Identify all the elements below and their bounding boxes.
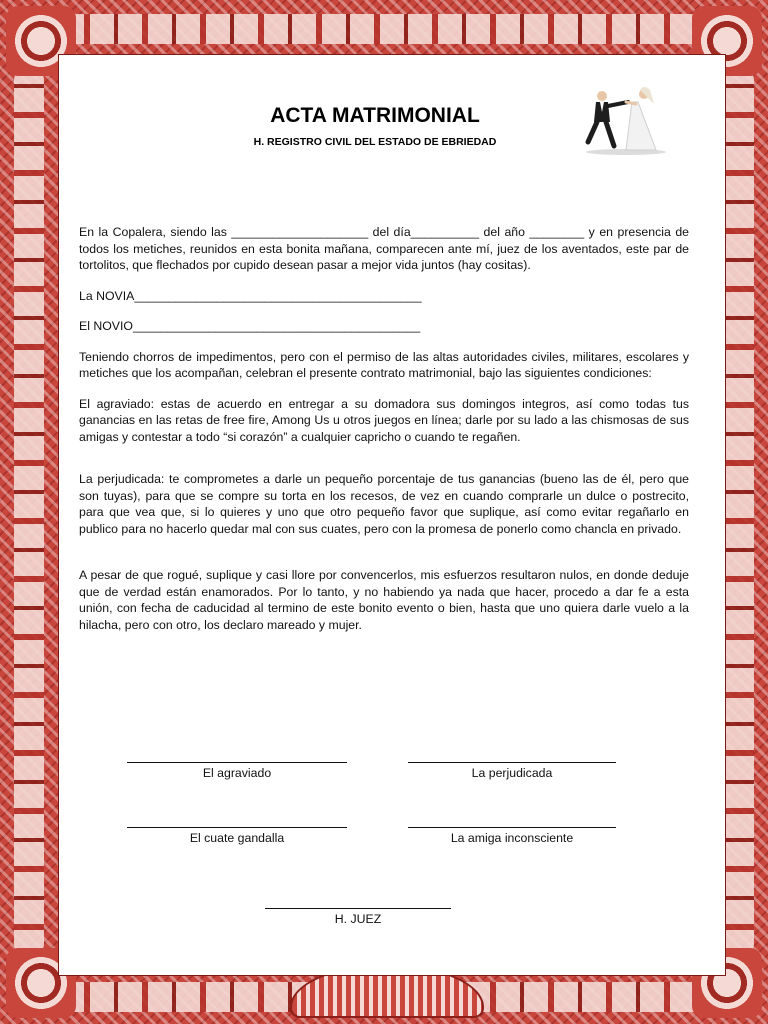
signature-agraviado: [127, 762, 347, 780]
signature-cuate: [127, 827, 347, 845]
closing-paragraph: A pesar de que rogué, suplique y casi llore por convencerlos, mis esfuerzos resultaron nulos, en donde deduje que de verdad están enamorados. Por lo tanto, y no habiendo ya nada que hacer, procedo a dar fe a esta unión, con fecha de caducidad al termino de este bonito evento o bien, hasta que uno quiera darle vuelo a la hilacha, pero con otro, los declaro mareado y mujer.: [79, 568, 689, 632]
document-title: ACTA MATRIMONIAL: [270, 104, 480, 127]
signature-line: [127, 762, 347, 763]
signature-label-agraviado: El agraviado: [202, 766, 272, 780]
border-band-left: [14, 70, 44, 954]
intro-paragraph: En la Copalera, siendo las ____________________ del día__________ del año ________ y en presencia de todos los metiches, reunidos en esta bonita mañana, comparecen ante mí, juez de los aventados, este par de tortolitos, que flechados por cupido desean pasar a mejor vida juntos (hay cositas).: [79, 225, 689, 272]
certificate-body: [79, 224, 689, 633]
signature-line: [408, 827, 616, 828]
signature-label-cuate: El cuate gandalla: [189, 831, 285, 845]
signature-perjudicada: [408, 762, 616, 780]
signature-line: [127, 827, 347, 828]
groom-field: El NOVIO__________________________________________: [79, 319, 421, 333]
signature-label-perjudicada: La perjudicada: [471, 766, 553, 780]
bride-field: La NOVIA__________________________________________: [79, 288, 422, 303]
border-band-right: [724, 70, 754, 954]
wedding-couple-illustration: [570, 84, 682, 156]
signature-line: [408, 762, 616, 763]
signature-juez: [265, 908, 451, 926]
impediments-paragraph: Teniendo chorros de impedimentos, pero con el permiso de las altas autoridades civiles, militares, escolares y metiches que los acompañan, celebran el presente contrato matrimonial, bajo las siguientes condiciones:: [79, 349, 689, 380]
signature-label-juez: H. JUEZ: [334, 912, 382, 926]
document-subtitle: H. REGISTRO CIVIL DEL ESTADO DE EBRIEDAD: [253, 136, 497, 148]
signature-line: [265, 908, 451, 909]
agraviado-clause: El agraviado: estas de acuerdo en entregar a su domadora sus domingos integros, así como todas tus ganancias en las retas de free fire, Among Us u otros juegos en línea; darle por su lado a las chismosas de sus amigas y contestar a todo “si corazón” a cualquier capricho o cuando te regañen.: [79, 396, 689, 444]
signature-label-amiga: La amiga inconsciente: [450, 831, 574, 845]
signature-amiga: [408, 827, 616, 845]
border-band-top: [60, 14, 708, 44]
perjudicada-clause: La perjudicada: te comprometes a darle un pequeño porcentaje de tus ganancias (bueno las de él, pero que son tuyas), para que se compre su torta en los recesos, de vez en cuando comprarle un dulce o postrecito, para que vea que, si lo quieres y uno que otro pequeño favor que suplique, así como evitar regañarlo en publico para no hacerlo quedar mal con sus cuates, pero con la promesa de ponerlo como chancla en privado.: [79, 472, 689, 536]
